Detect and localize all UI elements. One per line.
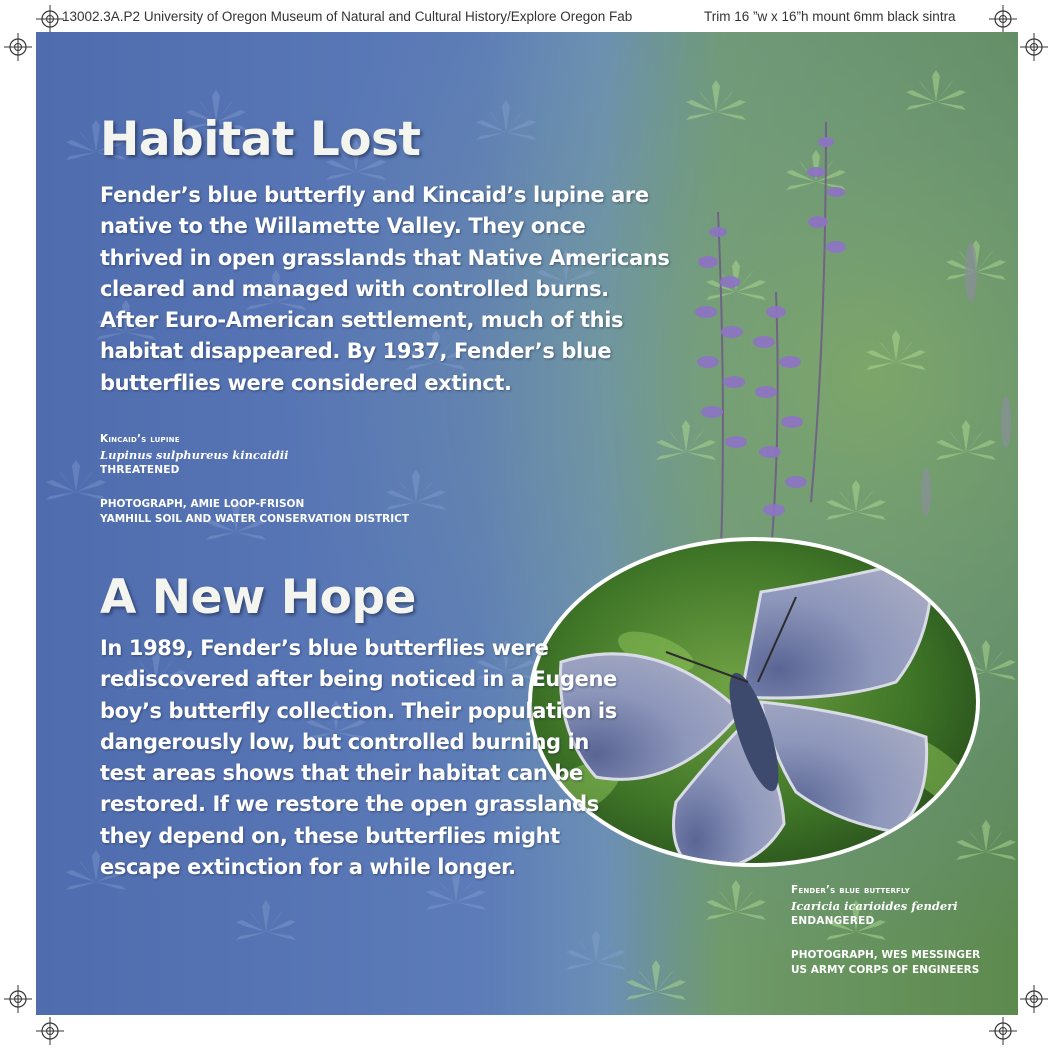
exhibit-panel bbox=[36, 32, 1018, 1015]
registration-mark-icon bbox=[4, 33, 32, 61]
print-slug bbox=[62, 9, 982, 24]
registration-mark-icon bbox=[1020, 985, 1048, 1013]
registration-mark-icon bbox=[36, 1017, 64, 1045]
registration-mark-icon bbox=[1020, 33, 1048, 61]
slug-job-info: 13002.3A.P2 University of Oregon Museum of Natural and Cultural History/Explore Oregon Fab bbox=[62, 9, 633, 24]
registration-mark-icon bbox=[4, 985, 32, 1013]
habitat-lost-body: Fender’s blue butterfly and Kincaid’s lupine are native to the Willamette Valley. They once thrived in open grasslands that Native Americans cleared and managed with controlled burns. After Euro-American settlement, much of this habitat disappeared. By 1937, Fender’s blue butterflies were considered extinct. bbox=[100, 183, 670, 395]
lupine-photo-org: YAMHILL SOIL AND WATER CONSERVATION DISTRICT bbox=[100, 513, 410, 525]
butterfly-photo-org: US ARMY CORPS OF ENGINEERS bbox=[791, 964, 980, 976]
habitat-lost-heading: Habitat Lost bbox=[100, 112, 421, 167]
new-hope-body: In 1989, Fender’s blue butterflies were rediscovered after being noticed in a Eugene boy’s butterfly collection. Their population is dangerously low, but controlled burning in test areas shows that their habitat can be restored. If we restore the open grasslands they depend on, these butterflies might escape extinction for a while longer. bbox=[100, 636, 617, 880]
lupine-status: THREATENED bbox=[100, 464, 180, 476]
lupine-caption bbox=[100, 432, 409, 528]
butterfly-status: ENDANGERED bbox=[791, 915, 875, 927]
lupine-scientific-name: Lupinus sulphureus kincaidii bbox=[100, 447, 289, 462]
new-hope-heading: A New Hope bbox=[100, 570, 416, 625]
registration-mark-icon bbox=[989, 1017, 1017, 1045]
butterfly-common-name: Fender’s blue butterfly bbox=[791, 884, 910, 896]
lupine-common-name: Kincaid’s lupine bbox=[100, 433, 180, 445]
butterfly-scientific-name: Icaricia icarioides fenderi bbox=[791, 898, 958, 913]
registration-mark-icon bbox=[36, 5, 64, 33]
butterfly-caption bbox=[791, 883, 980, 979]
registration-mark-icon bbox=[989, 5, 1017, 33]
lupine-photo-credit: PHOTOGRAPH, AMIE LOOP-FRISON bbox=[100, 497, 305, 510]
slug-trim-info: Trim 16 ”w x 16”h mount 6mm black sintra bbox=[704, 9, 956, 24]
butterfly-photo-credit: PHOTOGRAPH, WES MESSINGER bbox=[791, 948, 981, 961]
